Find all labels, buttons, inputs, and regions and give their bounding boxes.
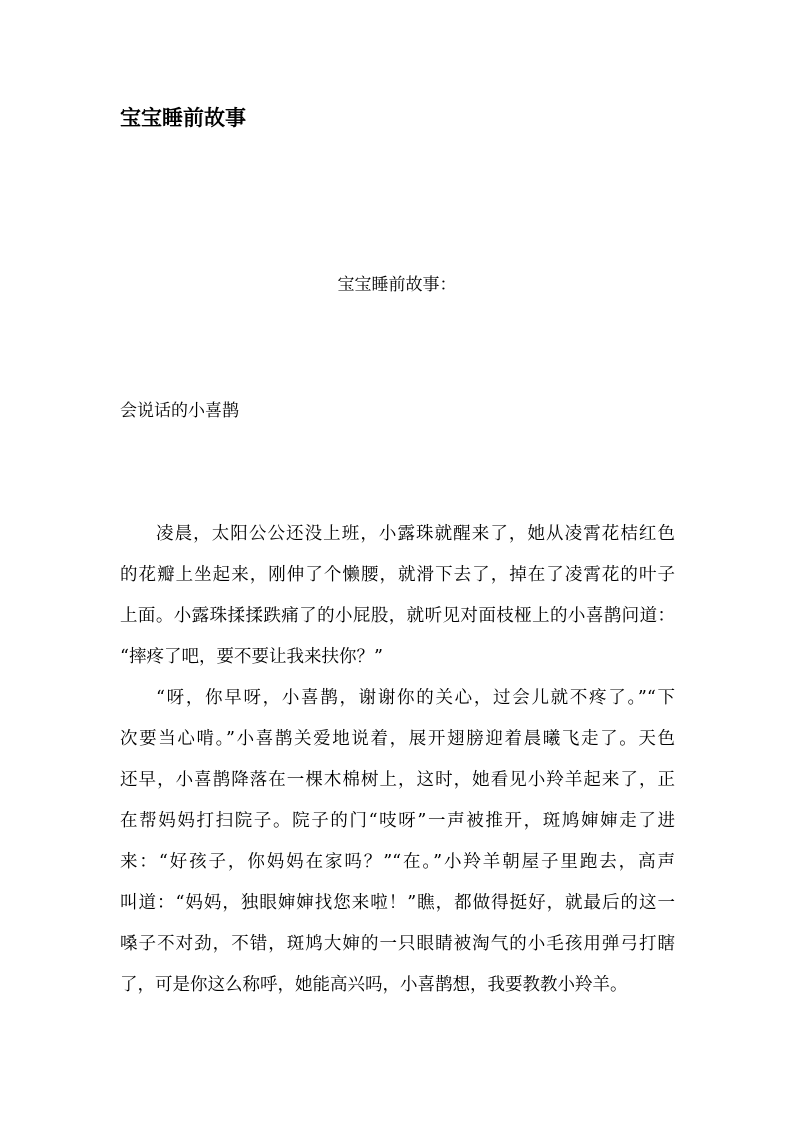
paragraph-line: 还早，小喜鹊降落在一棵木棉树上，这时，她看见小羚羊起来了，正	[120, 770, 675, 790]
paragraph-line: 嗓子不对劲，不错，斑鸠大婶的一只眼睛被淘气的小毛孩用弹弓打瞎	[120, 934, 675, 954]
paragraph-line: 来：“好孩子，你妈妈在家吗？”“在。”小羚羊朝屋子里跑去，高声	[120, 852, 675, 872]
paragraph-line: 在帮妈妈打扫院子。院子的门“吱呀”一声被推开，斑鸠婶婶走了进	[120, 811, 675, 831]
paragraph-line: 凌晨，太阳公公还没上班，小露珠就醒来了，她从凌霄花桔红色	[156, 524, 675, 544]
paragraph-line: 次要当心啃。”小喜鹊关爱地说着，展开翅膀迎着晨曦飞走了。天色	[120, 729, 675, 749]
document-subtitle: 宝宝睡前故事：	[337, 275, 457, 295]
story-title: 会说话的小喜鹊	[120, 401, 239, 421]
paragraph-line: 上面。小露珠揉揉跌痛了的小屁股，就听见对面枝桠上的小喜鹊问道：	[120, 606, 675, 626]
paragraph-line: “呀，你早呀，小喜鹊，谢谢你的关心，过会儿就不疼了。”“下	[156, 688, 675, 708]
paragraph-line: 叫道：“妈妈，独眼婶婶找您来啦！”瞧，都做得挺好，就最后的这一	[120, 893, 675, 913]
document-title: 宝宝睡前故事	[120, 105, 246, 130]
paragraph-line: “摔疼了吧，要不要让我来扶你？”	[120, 647, 383, 667]
paragraph-line: 的花瓣上坐起来，刚伸了个懒腰，就滑下去了，掉在了凌霄花的叶子	[120, 565, 675, 585]
paragraph-line: 了，可是你这么称呼，她能高兴吗，小喜鹊想，我要教教小羚羊。	[120, 975, 628, 995]
